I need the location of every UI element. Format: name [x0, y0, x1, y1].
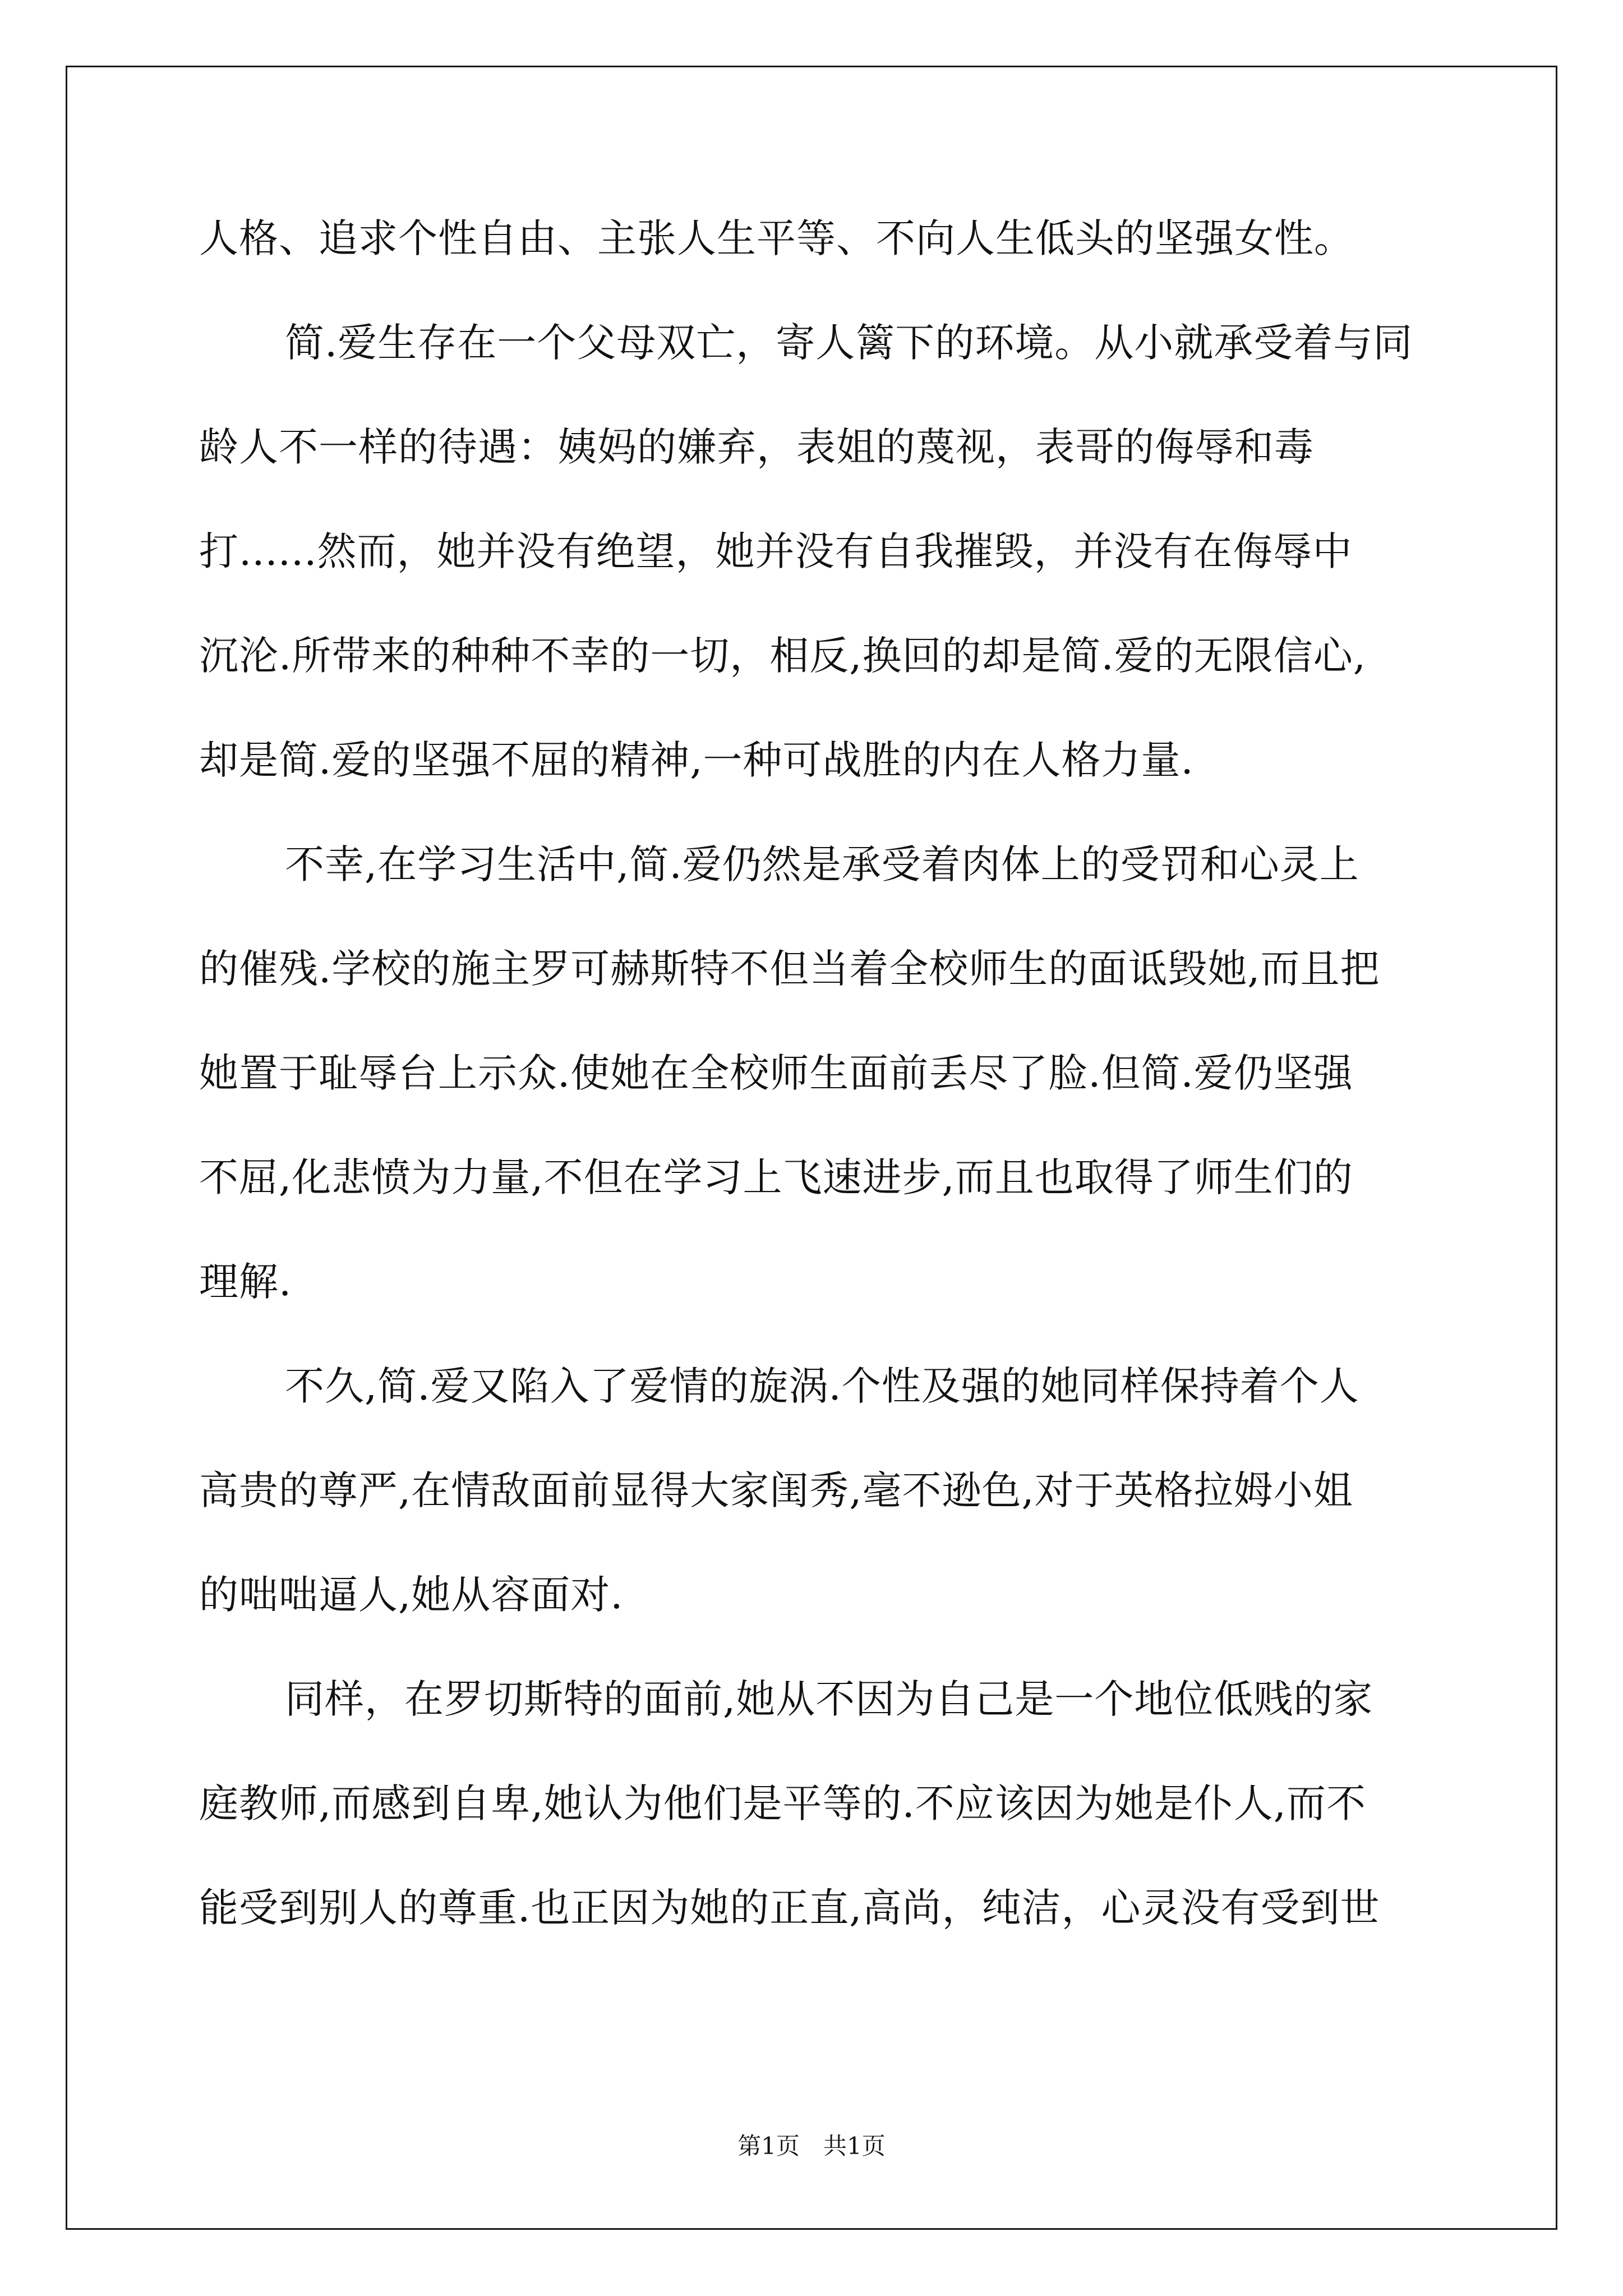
- text-line: 打......然而，她并没有绝望，她并没有自我摧毁，并没有在侮辱中: [199, 528, 1353, 574]
- paragraph-first-line: 简.爱生存在一个父母双亡，寄人篱下的环境。从小就承受着与同: [285, 320, 1413, 366]
- page-number: 第1页 共1页: [737, 2132, 886, 2160]
- text-line: 理解.: [199, 1259, 292, 1305]
- text-line: 的咄咄逼人,她从容面对.: [199, 1572, 624, 1618]
- text-line: 她置于耻辱台上示众.使她在全校师生面前丢尽了脸.但简.爱仍坚强: [199, 1050, 1353, 1096]
- text-line: 的催残.学校的施主罗可赫斯特不但当着全校师生的面诋毁她,而且把: [199, 946, 1380, 992]
- paragraph-first-line: 不幸,在学习生活中,简.爱仍然是承受着肉体上的受罚和心灵上: [285, 841, 1359, 887]
- text-line: 沉沦.所带来的种种不幸的一切，相反,换回的却是简.爱的无限信心,: [199, 633, 1367, 679]
- text-line: 不屈,化悲愤为力量,不但在学习上飞速进步,而且也取得了师生们的: [199, 1154, 1353, 1200]
- text-line: 却是简.爱的坚强不屈的精神,一种可战胜的内在人格力量.: [199, 737, 1194, 783]
- text-line: 人格、追求个性自由、主张人生平等、不向人生低头的坚强女性。: [199, 215, 1354, 261]
- text-line: 庭教师,而感到自卑,她认为他们是平等的.不应该因为她是仆人,而不: [199, 1780, 1367, 1826]
- paragraph-first-line: 不久,简.爱又陷入了爱情的旋涡.个性及强的她同样保持着个人: [285, 1363, 1359, 1409]
- text-line: 高贵的尊严,在情敌面前显得大家闺秀,毫不逊色,对于英格拉姆小姐: [199, 1467, 1353, 1513]
- paragraph-first-line: 同样，在罗切斯特的面前,她从不因为自己是一个地位低贱的家: [285, 1676, 1373, 1722]
- text-line: 龄人不一样的待遇：姨妈的嫌弃，表姐的蔑视，表哥的侮辱和毒: [199, 424, 1314, 470]
- text-line: 能受到别人的尊重.也正因为她的正直,高尚，纯洁，心灵没有受到世: [199, 1885, 1380, 1931]
